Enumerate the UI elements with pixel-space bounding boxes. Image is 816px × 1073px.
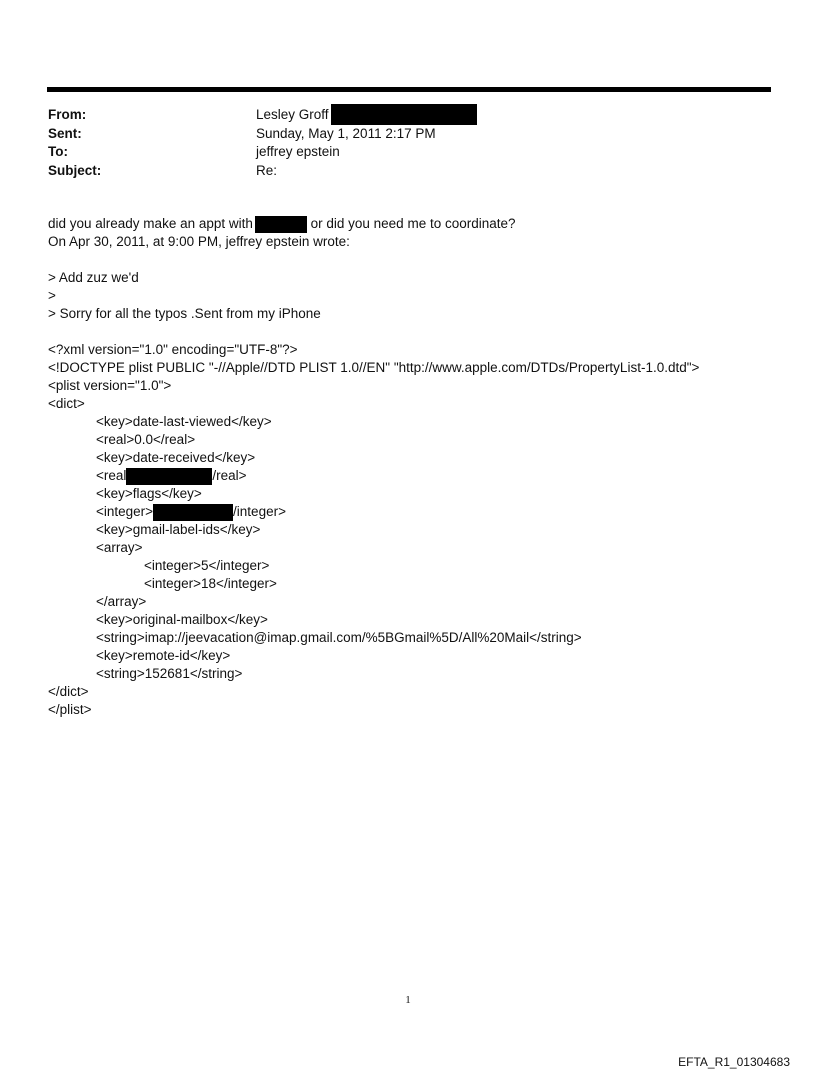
redaction-block	[126, 468, 212, 485]
email-header	[48, 106, 477, 180]
to-label: To:	[48, 144, 68, 159]
plist-line: <plist version="1.0">	[48, 378, 172, 393]
quoted-line: >	[48, 288, 56, 303]
plist-line: <string>152681</string>	[96, 666, 243, 681]
plist-text: <integer>	[96, 504, 154, 519]
redaction-block	[331, 104, 477, 125]
subject-label: Subject:	[48, 162, 102, 178]
plist-line: <string>imap://jeevacation@imap.gmail.com/%5BGmail%5D/All%20Mail</string>	[96, 630, 582, 645]
from-value	[256, 106, 477, 125]
sent-row	[48, 125, 477, 144]
reply-attribution: On Apr 30, 2011, at 9:00 PM, jeffrey epstein wrote:	[48, 234, 350, 249]
sent-value: Sunday, May 1, 2011 2:17 PM	[256, 125, 436, 141]
from-label: From:	[48, 107, 87, 122]
plist-line: </array>	[96, 594, 147, 609]
redaction-block	[255, 216, 307, 233]
plist-line: <key>original-mailbox</key>	[96, 612, 268, 627]
document-id: EFTA_R1_01304683	[678, 1055, 790, 1069]
plist-line: <key>remote-id</key>	[96, 648, 231, 663]
plist-line: <integer>18</integer>	[144, 576, 277, 591]
plist-line: <integer>5</integer>	[144, 558, 270, 573]
to-value: jeffrey epstein	[256, 144, 340, 159]
plist-line: </plist>	[48, 702, 92, 717]
header-rule	[47, 87, 771, 92]
plist-line: <real>0.0</real>	[96, 432, 196, 447]
plist-line: <key>date-received</key>	[96, 450, 256, 465]
sent-label: Sent:	[48, 125, 82, 141]
plist-text: <real	[96, 468, 127, 483]
quoted-line: > Add zuz we'd	[48, 270, 139, 285]
plist-text: /real>	[212, 468, 247, 483]
email-body	[48, 215, 788, 719]
plist-line: <key>date-last-viewed</key>	[96, 414, 272, 429]
body-line	[48, 215, 788, 233]
plist-text: /integer>	[233, 504, 286, 519]
plist-line	[48, 467, 788, 485]
plist-line: <key>gmail-label-ids</key>	[96, 522, 261, 537]
redaction-block	[153, 504, 233, 521]
from-row	[48, 106, 477, 125]
body-text-before: did you already make an appt with	[48, 216, 253, 231]
page-number: 1	[405, 994, 411, 1006]
plist-line: <array>	[96, 540, 143, 555]
quoted-line: > Sorry for all the typos .Sent from my iPhone	[48, 306, 321, 321]
from-name: Lesley Groff	[256, 107, 329, 122]
plist-line: <dict>	[48, 396, 85, 411]
subject-row	[48, 162, 477, 181]
body-text-after: or did you need me to coordinate?	[306, 216, 516, 231]
plist-line	[48, 503, 788, 521]
plist-line: <?xml version="1.0" encoding="UTF-8"?>	[48, 342, 298, 357]
subject-value: Re:	[256, 162, 278, 178]
plist-line: </dict>	[48, 684, 89, 699]
to-row	[48, 143, 477, 162]
plist-line: <key>flags</key>	[96, 486, 202, 501]
plist-line: <!DOCTYPE plist PUBLIC "-//Apple//DTD PLIST 1.0//EN" "http://www.apple.com/DTDs/PropertyList-1.0.dtd">	[48, 360, 700, 375]
